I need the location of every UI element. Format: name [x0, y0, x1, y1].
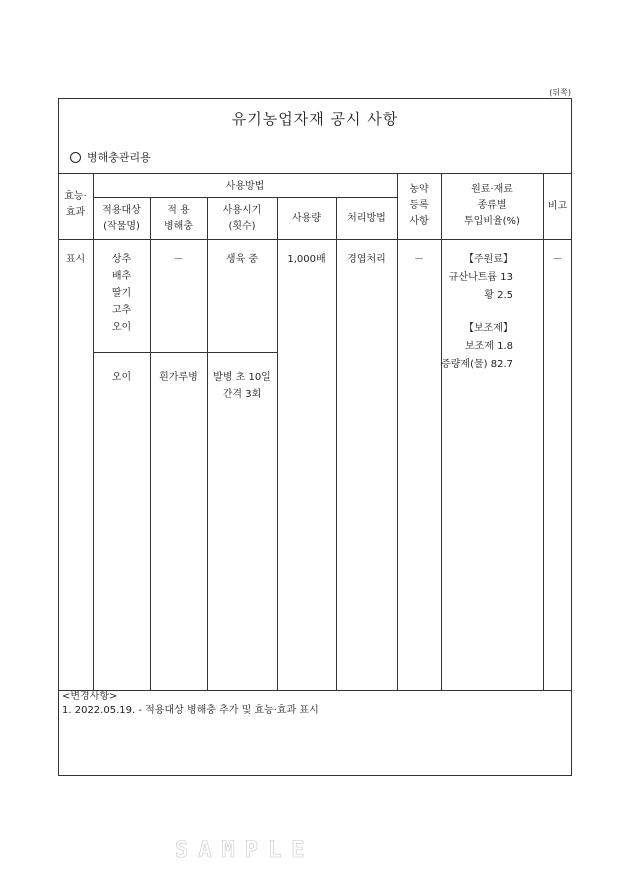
- header-pesticide-line1: 농약: [409, 184, 429, 195]
- header-ingredients: [441, 182, 543, 230]
- header-target-crop-line2: (작물명): [103, 221, 140, 232]
- header-usage-method: 사용방법: [225, 181, 265, 192]
- header-pesticide-line3: 사항: [409, 216, 429, 227]
- header-target-pest-line2: 병해충: [164, 221, 193, 232]
- dosage-value: 1,000배: [287, 254, 326, 265]
- change-history-item: 1. 2022.05.19. - 적용대상 병해충 추가 및 효능·효과 표시: [62, 705, 319, 716]
- document-title: 유기농업자재 공시 사항: [231, 110, 399, 128]
- timing-row2-line1: 발병 초 10일: [213, 372, 271, 383]
- header-target-pest-line1: 적 용: [167, 205, 190, 216]
- pesticide-reg-value: －: [414, 254, 424, 265]
- pest-value: －: [173, 254, 184, 265]
- ingredient-item: 황 2.5: [484, 290, 513, 301]
- ingredient-item: 증량제(물) 82.7: [441, 359, 513, 370]
- change-history: [62, 690, 319, 718]
- page-side-label: (뒤쪽): [549, 88, 571, 97]
- remarks-value: －: [552, 254, 563, 265]
- header-target-pest: [150, 203, 207, 235]
- header-efficacy-line2: 효과: [65, 207, 86, 218]
- method-value: 경엽처리: [347, 254, 386, 265]
- header-timing-line2: (횟수): [228, 221, 256, 232]
- change-history-header: <변경사항>: [62, 691, 118, 702]
- col-divider-2: [150, 197, 151, 690]
- crop-item: 상추: [111, 254, 132, 265]
- header-bottom-border: [58, 239, 572, 240]
- header-remarks: 비고: [547, 201, 568, 212]
- section-label: 병해충관리용: [87, 151, 151, 164]
- pest-row2: 흰가루병: [159, 372, 198, 383]
- header-ingredients-line1: 원료·재료: [471, 184, 513, 195]
- col-divider-5: [336, 197, 337, 690]
- timing-value: 생육 중: [225, 254, 259, 265]
- header-method: 처리방법: [347, 213, 386, 224]
- header-target-crop: [93, 203, 150, 235]
- crop-row2: 오이: [111, 372, 132, 383]
- table-top-border: [58, 173, 572, 174]
- header-timing: [207, 203, 277, 235]
- header-pesticide-line2: 등록: [409, 200, 429, 211]
- efficacy-value: 표시: [65, 254, 86, 265]
- crop-item: 딸기: [111, 288, 132, 299]
- ingredients-aux-header: 【보조제】: [464, 323, 513, 334]
- circle-bullet-icon: [70, 152, 81, 163]
- crop-list: [93, 251, 150, 336]
- ingredients-main-header: 【주원료】: [464, 254, 513, 265]
- usage-subheader-divider: [93, 197, 397, 198]
- ingredient-item: 규산나트륨 13: [448, 272, 513, 283]
- crop-item: 배추: [111, 271, 132, 282]
- watermark: SAMPLE: [175, 838, 315, 863]
- header-efficacy: [58, 189, 93, 221]
- section-heading: [70, 149, 151, 165]
- col-divider-3: [207, 197, 208, 690]
- col-divider-7: [441, 173, 442, 690]
- timing-row2-line2: 간격 3회: [222, 389, 262, 400]
- crop-item: 고추: [111, 305, 132, 316]
- header-target-crop-line1: 적용대상: [102, 205, 141, 216]
- header-dosage: 사용량: [292, 213, 321, 224]
- ingredient-item: 보조제 1.8: [464, 341, 513, 352]
- col-divider-4: [277, 197, 278, 690]
- header-pesticide-registration: [397, 182, 441, 230]
- crop-item: 오이: [111, 322, 132, 333]
- row-divider: [93, 352, 277, 353]
- header-ingredients-line2: 종류별: [477, 200, 507, 211]
- header-efficacy-line1: 효능·: [64, 191, 87, 202]
- header-ingredients-line3: 투입비율(%): [464, 216, 520, 227]
- timing-row2: [207, 369, 277, 403]
- header-timing-line1: 사용시기: [222, 205, 262, 216]
